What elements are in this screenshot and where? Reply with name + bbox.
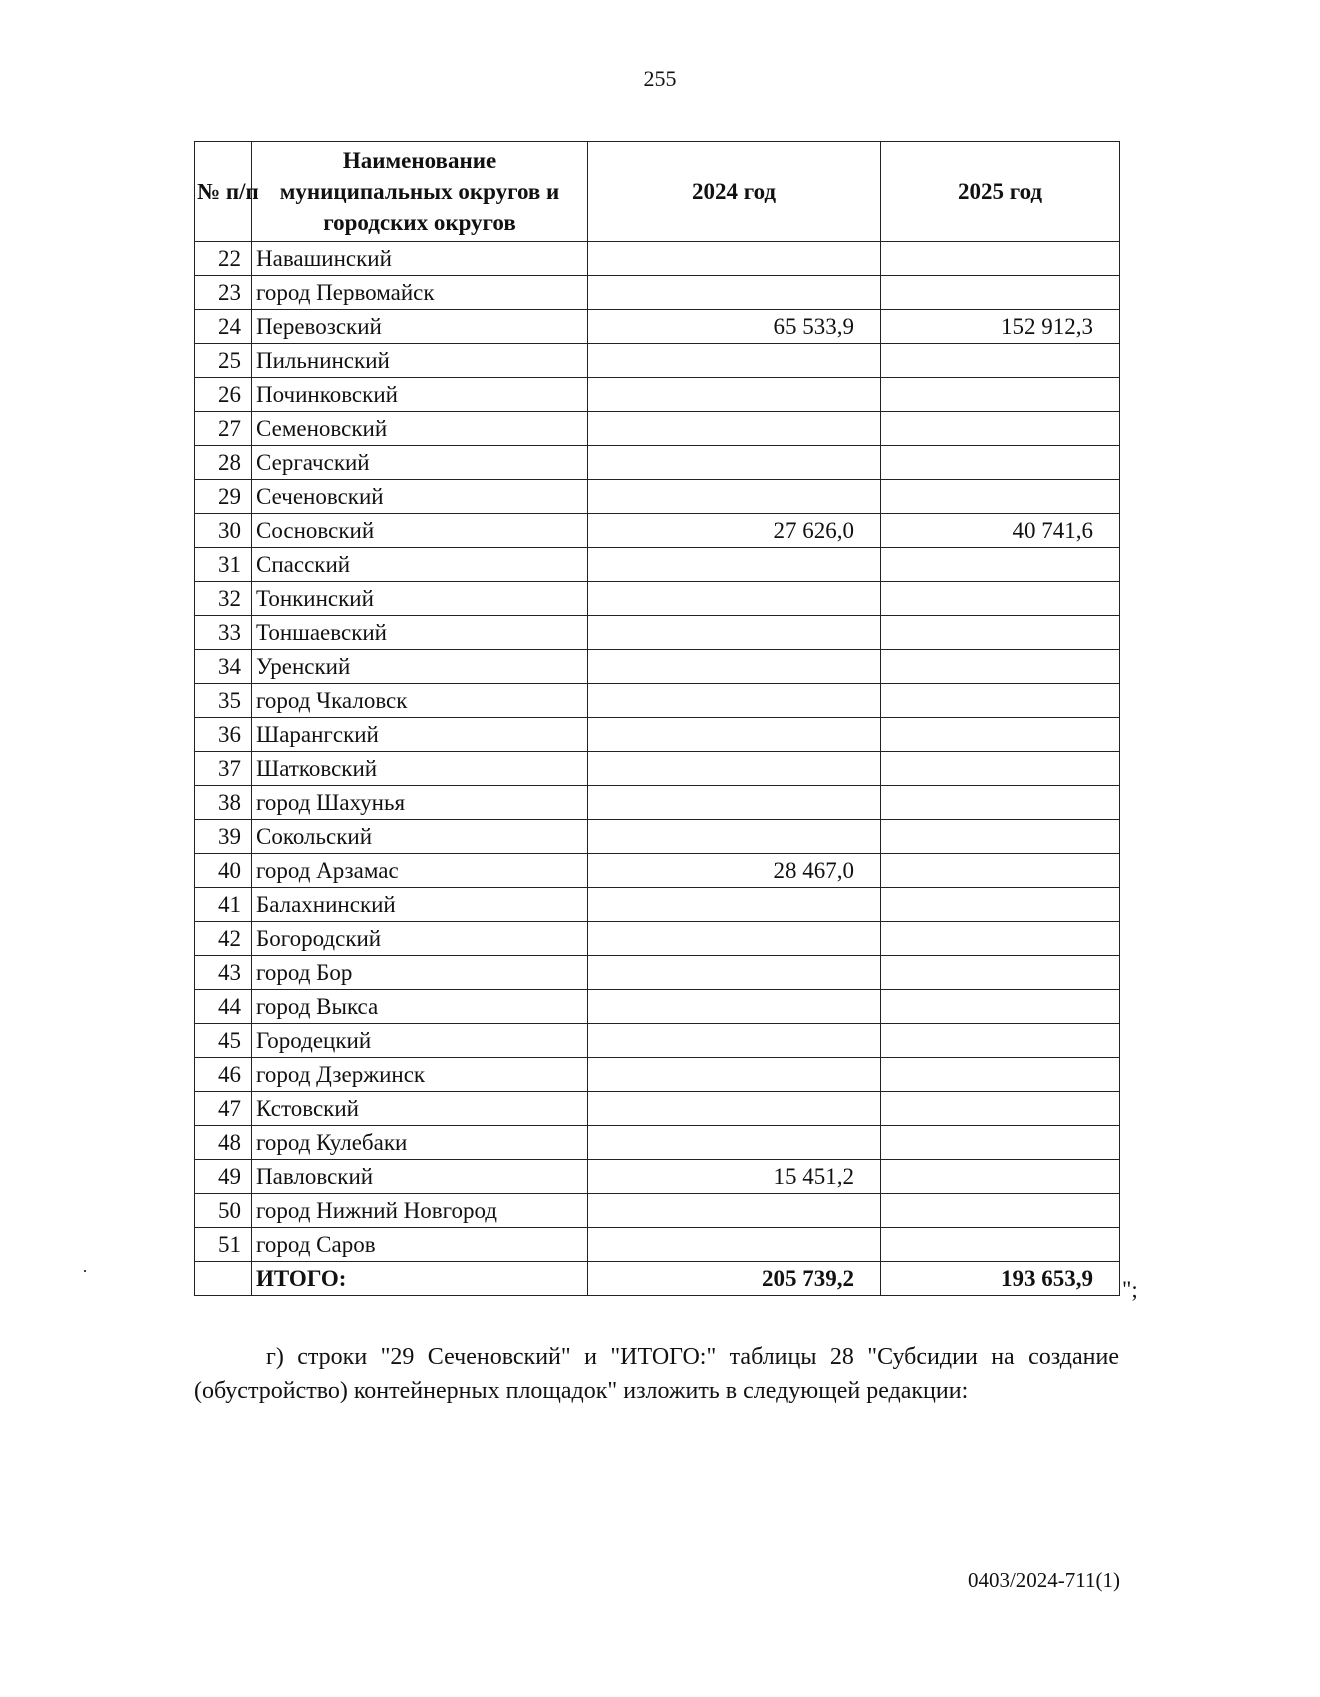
cell-2025	[881, 242, 1120, 276]
cell-2025	[881, 1228, 1120, 1262]
cell-2024	[588, 548, 881, 582]
cell-2024	[588, 480, 881, 514]
cell-name: Балахнинский	[252, 888, 588, 922]
cell-name: город Бор	[252, 956, 588, 990]
cell-2025	[881, 854, 1120, 888]
page-number: 255	[643, 66, 677, 91]
cell-num: 37	[195, 752, 252, 786]
cell-name: Починковский	[252, 378, 588, 412]
table-row	[195, 990, 1120, 1024]
table-row	[195, 956, 1120, 990]
total-cell-2025: 193 653,9	[881, 1262, 1120, 1296]
cell-num: 24	[195, 310, 252, 344]
document-code: 0403/2024-711(1)	[967, 1568, 1120, 1592]
cell-num: 34	[195, 650, 252, 684]
cell-num: 43	[195, 956, 252, 990]
cell-2024	[588, 786, 881, 820]
cell-num: 22	[195, 242, 252, 276]
cell-2024	[588, 1126, 881, 1160]
cell-2025	[881, 548, 1120, 582]
table-row	[195, 786, 1120, 820]
table-row	[195, 718, 1120, 752]
table-body	[195, 242, 1120, 1296]
cell-2024	[588, 684, 881, 718]
table-row	[195, 582, 1120, 616]
cell-2025	[881, 718, 1120, 752]
header-name: Наименование муниципальных округов и городских округов	[252, 142, 588, 242]
cell-num: 27	[195, 412, 252, 446]
cell-2025	[881, 752, 1120, 786]
table-row	[195, 412, 1120, 446]
table-row	[195, 684, 1120, 718]
cell-2025	[881, 1160, 1120, 1194]
table-row	[195, 242, 1120, 276]
table-row	[195, 888, 1120, 922]
cell-num: 23	[195, 276, 252, 310]
header-2024: 2024 год	[588, 142, 881, 242]
cell-num: 39	[195, 820, 252, 854]
cell-2024	[588, 242, 881, 276]
cell-2024	[588, 446, 881, 480]
table-row	[195, 854, 1120, 888]
table-row	[195, 752, 1120, 786]
cell-name: Навашинский	[252, 242, 588, 276]
cell-2024: 27 626,0	[588, 514, 881, 548]
cell-num: 38	[195, 786, 252, 820]
table-row	[195, 1092, 1120, 1126]
table-row	[195, 1228, 1120, 1262]
cell-num: 51	[195, 1228, 252, 1262]
table-row	[195, 650, 1120, 684]
cell-num: 31	[195, 548, 252, 582]
cell-2024	[588, 718, 881, 752]
cell-2025: 152 912,3	[881, 310, 1120, 344]
cell-num: 50	[195, 1194, 252, 1228]
stray-dot	[84, 1270, 86, 1272]
cell-name: город Чкаловск	[252, 684, 588, 718]
table-row	[195, 276, 1120, 310]
cell-2025	[881, 956, 1120, 990]
cell-num: 35	[195, 684, 252, 718]
cell-name: Шарангский	[252, 718, 588, 752]
cell-num: 36	[195, 718, 252, 752]
cell-name: Тоншаевский	[252, 616, 588, 650]
total-cell-name: ИТОГО:	[252, 1262, 588, 1296]
cell-num: 46	[195, 1058, 252, 1092]
cell-2024	[588, 820, 881, 854]
cell-2024	[588, 1194, 881, 1228]
cell-2024	[588, 1092, 881, 1126]
cell-2025	[881, 990, 1120, 1024]
cell-2025	[881, 344, 1120, 378]
table-row	[195, 1160, 1120, 1194]
cell-2025	[881, 616, 1120, 650]
cell-2025	[881, 1058, 1120, 1092]
cell-2025	[881, 1126, 1120, 1160]
cell-2024: 28 467,0	[588, 854, 881, 888]
cell-2025	[881, 1194, 1120, 1228]
cell-name: город Саров	[252, 1228, 588, 1262]
total-cell-num	[195, 1262, 252, 1296]
cell-2025	[881, 276, 1120, 310]
cell-num: 40	[195, 854, 252, 888]
cell-name: Перевозский	[252, 310, 588, 344]
cell-name: Богородский	[252, 922, 588, 956]
cell-2025	[881, 684, 1120, 718]
cell-num: 28	[195, 446, 252, 480]
table-row	[195, 616, 1120, 650]
cell-name: Семеновский	[252, 412, 588, 446]
cell-2024	[588, 922, 881, 956]
cell-2025	[881, 786, 1120, 820]
table-row	[195, 1126, 1120, 1160]
cell-num: 29	[195, 480, 252, 514]
table-row	[195, 446, 1120, 480]
table-row	[195, 514, 1120, 548]
cell-num: 41	[195, 888, 252, 922]
cell-name: город Выкса	[252, 990, 588, 1024]
cell-2024	[588, 752, 881, 786]
table-row	[195, 310, 1120, 344]
cell-name: Пильнинский	[252, 344, 588, 378]
cell-name: город Шахунья	[252, 786, 588, 820]
table-row	[195, 480, 1120, 514]
cell-2024	[588, 650, 881, 684]
cell-2025	[881, 650, 1120, 684]
cell-2025	[881, 888, 1120, 922]
cell-2024	[588, 1058, 881, 1092]
table-row	[195, 922, 1120, 956]
cell-num: 30	[195, 514, 252, 548]
header-2025: 2025 год	[881, 142, 1120, 242]
cell-2025	[881, 378, 1120, 412]
table-total-row	[195, 1262, 1120, 1296]
cell-2024	[588, 378, 881, 412]
cell-name: Спасский	[252, 548, 588, 582]
cell-num: 48	[195, 1126, 252, 1160]
cell-2025	[881, 1024, 1120, 1058]
cell-name: Сокольский	[252, 820, 588, 854]
cell-name: Уренский	[252, 650, 588, 684]
subsidy-table	[194, 141, 1120, 1296]
cell-2024: 15 451,2	[588, 1160, 881, 1194]
table-row	[195, 1024, 1120, 1058]
cell-2025	[881, 922, 1120, 956]
cell-name: город Нижний Новгород	[252, 1194, 588, 1228]
cell-num: 42	[195, 922, 252, 956]
cell-num: 33	[195, 616, 252, 650]
cell-num: 32	[195, 582, 252, 616]
table-row	[195, 548, 1120, 582]
cell-2024	[588, 956, 881, 990]
cell-2024	[588, 412, 881, 446]
cell-name: Сергачский	[252, 446, 588, 480]
total-cell-2024: 205 739,2	[588, 1262, 881, 1296]
cell-name: город Первомайск	[252, 276, 588, 310]
table-row	[195, 1194, 1120, 1228]
cell-name: Кстовский	[252, 1092, 588, 1126]
cell-num: 49	[195, 1160, 252, 1194]
table-row	[195, 820, 1120, 854]
table-row	[195, 378, 1120, 412]
cell-2024: 65 533,9	[588, 310, 881, 344]
cell-2024	[588, 1228, 881, 1262]
cell-name: Сосновский	[252, 514, 588, 548]
closing-mark: ";	[1122, 1277, 1138, 1302]
cell-num: 45	[195, 1024, 252, 1058]
cell-2024	[588, 582, 881, 616]
cell-2025	[881, 480, 1120, 514]
cell-num: 26	[195, 378, 252, 412]
cell-name: город Арзамас	[252, 854, 588, 888]
table-row	[195, 344, 1120, 378]
cell-name: Сеченовский	[252, 480, 588, 514]
cell-2024	[588, 616, 881, 650]
amendment-paragraph: г) строки "29 Сеченовский" и "ИТОГО:" таблицы 28 "Субсидии на создание (обустройство) контейнерных площадок" изложить в следующей редакции:	[194, 1344, 1119, 1404]
cell-2024	[588, 990, 881, 1024]
cell-name: Городецкий	[252, 1024, 588, 1058]
cell-name: Павловский	[252, 1160, 588, 1194]
cell-2025	[881, 412, 1120, 446]
table-header-row	[195, 142, 1120, 242]
table-row	[195, 1058, 1120, 1092]
cell-name: город Дзержинск	[252, 1058, 588, 1092]
cell-name: Шатковский	[252, 752, 588, 786]
cell-2025	[881, 820, 1120, 854]
cell-num: 25	[195, 344, 252, 378]
header-num: № п/п	[195, 142, 252, 242]
cell-2025	[881, 582, 1120, 616]
cell-2024	[588, 276, 881, 310]
cell-2025: 40 741,6	[881, 514, 1120, 548]
cell-2025	[881, 1092, 1120, 1126]
cell-num: 44	[195, 990, 252, 1024]
cell-2025	[881, 446, 1120, 480]
cell-2024	[588, 1024, 881, 1058]
cell-name: Тонкинский	[252, 582, 588, 616]
cell-num: 47	[195, 1092, 252, 1126]
cell-2024	[588, 344, 881, 378]
cell-name: город Кулебаки	[252, 1126, 588, 1160]
cell-2024	[588, 888, 881, 922]
